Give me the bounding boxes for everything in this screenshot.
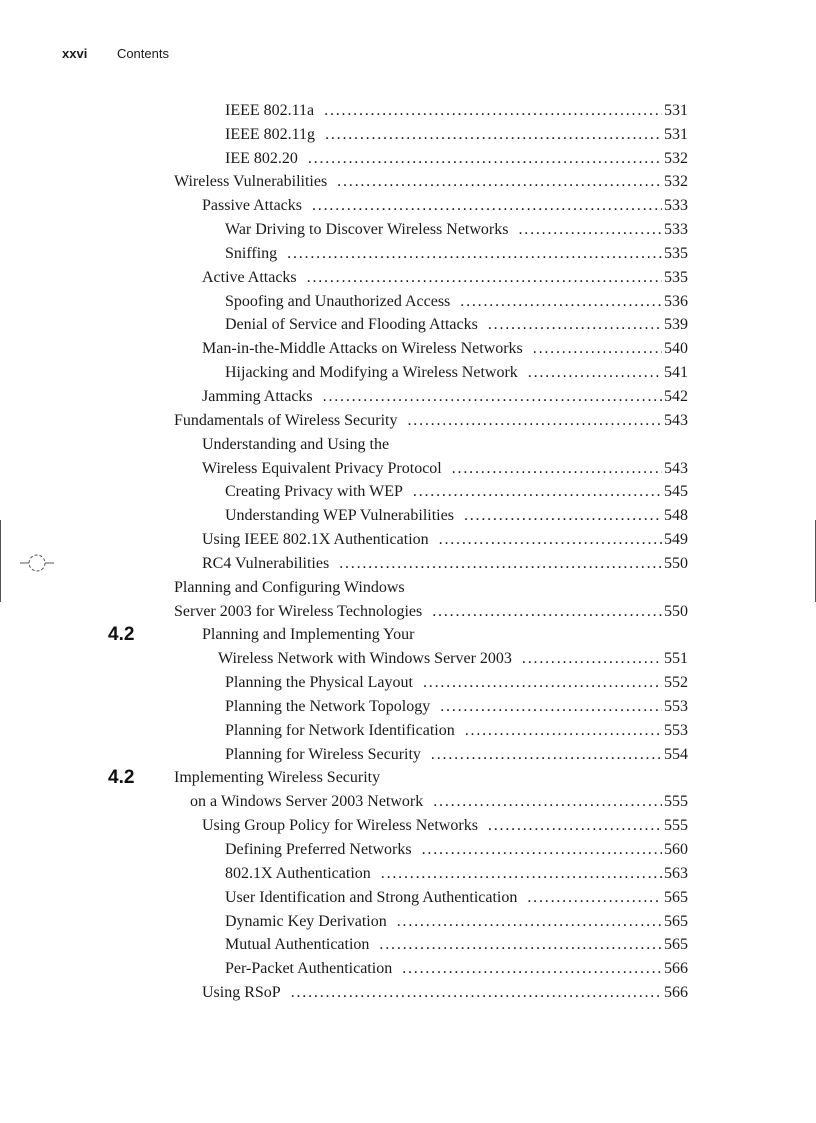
toc-entry [0, 716, 816, 740]
toc-entry [0, 168, 816, 192]
toc-entry-page: 552 [664, 674, 688, 692]
dot-leader [407, 412, 662, 430]
toc-entry-page: 548 [664, 507, 688, 525]
dot-leader [464, 507, 662, 525]
header-title: Contents [116, 46, 169, 61]
toc-entry-title: Spoofing and Unauthorized Access [225, 292, 451, 310]
toc-entry [0, 859, 816, 883]
running-header [62, 46, 169, 61]
toc-entry-page: 531 [664, 125, 688, 143]
dot-leader [307, 269, 662, 287]
table-of-contents [0, 96, 816, 1002]
dot-leader [460, 293, 662, 311]
toc-entry [0, 931, 816, 955]
objective-marker: 4.2 [108, 767, 135, 789]
toc-entry [0, 907, 816, 931]
dot-leader [423, 674, 662, 692]
toc-entry-title: Using Group Policy for Wireless Networks [202, 817, 478, 835]
toc-entry-title: Using IEEE 802.1X Authentication [202, 531, 429, 549]
dot-leader [287, 245, 662, 263]
dot-leader [488, 817, 662, 835]
dot-leader [433, 793, 662, 811]
toc-entry [0, 978, 816, 1002]
toc-entry-title: Implementing Wireless Security [174, 769, 381, 787]
toc-entry-title: User Identification and Strong Authentication [225, 888, 518, 906]
toc-entry [0, 811, 816, 835]
toc-entry [0, 787, 816, 811]
toc-entry-page: 553 [664, 721, 688, 739]
dot-leader [439, 531, 662, 549]
toc-entry-title: Creating Privacy with WEP [225, 483, 403, 501]
registration-mark-icon [20, 549, 54, 577]
toc-entry [0, 215, 816, 239]
toc-entry-title: Denial of Service and Flooding Attacks [225, 316, 478, 334]
toc-entry-page: 542 [664, 387, 688, 405]
toc-entry-page: 531 [664, 101, 688, 119]
toc-entry [0, 621, 816, 645]
toc-entry-title: Planning and Implementing Your [202, 626, 415, 644]
toc-entry [0, 954, 816, 978]
dot-leader [518, 221, 662, 239]
toc-entry-title: Hijacking and Modifying a Wireless Network [225, 364, 518, 382]
toc-entry-page: 532 [664, 173, 688, 191]
dot-leader [324, 102, 662, 120]
dot-leader [308, 150, 662, 168]
toc-entry-page: 532 [664, 149, 688, 167]
toc-entry-title: Using RSoP [202, 984, 281, 1002]
toc-entry-page: 554 [664, 745, 688, 763]
toc-entry [0, 883, 816, 907]
toc-entry-title: Per-Packet Authentication [225, 960, 393, 978]
toc-entry-title: Defining Preferred Networks [225, 841, 412, 858]
toc-entry-title: Passive Attacks [202, 197, 302, 215]
objective-marker: 4.2 [108, 624, 135, 646]
toc-entry [0, 454, 816, 478]
toc-entry [0, 406, 816, 430]
toc-entry [0, 764, 816, 788]
toc-entry-title: War Driving to Discover Wireless Networks [225, 221, 509, 239]
dot-leader [402, 960, 662, 978]
dot-leader [528, 364, 662, 382]
toc-entry-page: 535 [664, 268, 688, 286]
toc-entry-title: Jamming Attacks [202, 387, 313, 405]
toc-entry-title: Wireless Network with Windows Server 2003 [218, 650, 512, 668]
toc-entry-title: RC4 Vulnerabilities [202, 554, 330, 572]
toc-entry [0, 549, 816, 573]
toc-entry-page: 533 [664, 197, 688, 215]
dot-leader [397, 913, 662, 931]
dot-leader [379, 936, 662, 954]
toc-entry-title: Man-in-the-Middle Attacks on Wireless Networks [202, 340, 523, 358]
toc-entry-title: Fundamentals of Wireless Security [174, 411, 398, 429]
toc-entry [0, 692, 816, 716]
toc-entry [0, 573, 816, 597]
dot-leader [465, 722, 662, 740]
toc-entry-title: Mutual Authentication [225, 936, 370, 954]
toc-entry [0, 191, 816, 215]
toc-entry [0, 287, 816, 311]
dot-leader [432, 603, 662, 621]
toc-entry-title: Wireless Equivalent Privacy Protocol [202, 459, 442, 477]
toc-entry [0, 239, 816, 263]
page-number: xxvi [62, 46, 88, 61]
toc-entry [0, 311, 816, 335]
toc-entry [0, 835, 816, 859]
toc-entry-title: 802.1X Authentication [225, 864, 371, 882]
toc-entry-title: Understanding WEP Vulnerabilities [225, 507, 454, 525]
toc-entry [0, 144, 816, 168]
toc-entry-page: 550 [664, 554, 688, 572]
toc-entry [0, 501, 816, 525]
crop-mark-left [0, 520, 1, 602]
toc-entry-page: 560 [664, 841, 688, 858]
dot-leader [522, 650, 662, 668]
dot-leader [527, 889, 662, 907]
toc-entry-title: Dynamic Key Derivation [225, 912, 387, 930]
dot-leader [325, 126, 662, 144]
toc-entry-title: Active Attacks [202, 268, 297, 286]
toc-entry-title: Server 2003 for Wireless Technologies [174, 602, 423, 620]
toc-entry [0, 263, 816, 287]
dot-leader [431, 746, 662, 764]
toc-entry [0, 644, 816, 668]
toc-entry-page: 539 [664, 316, 688, 334]
toc-entry-page: 545 [664, 483, 688, 501]
toc-entry-page: 555 [664, 793, 688, 811]
dot-leader [452, 460, 662, 478]
dot-leader [381, 865, 662, 883]
toc-entry [0, 382, 816, 406]
toc-entry [0, 668, 816, 692]
dot-leader [488, 316, 662, 334]
toc-entry [0, 358, 816, 382]
dot-leader [422, 841, 662, 859]
toc-entry [0, 334, 816, 358]
toc-entry-title: IEEE 802.11g [225, 125, 316, 143]
dot-leader [291, 984, 662, 1002]
toc-entry-page: 566 [664, 960, 688, 978]
toc-entry-title: Sniffing [225, 244, 278, 262]
toc-entry-title: Understanding and Using the [202, 435, 390, 453]
toc-entry-page: 540 [664, 340, 688, 358]
toc-entry [0, 597, 816, 621]
toc-entry-page: 543 [664, 411, 688, 429]
toc-entry-title: on a Windows Server 2003 Network [190, 793, 424, 811]
toc-entry-title: Planning for Network Identification [225, 721, 455, 739]
toc-entry [0, 525, 816, 549]
toc-entry-page: 549 [664, 531, 688, 549]
toc-entry-title: Planning for Wireless Security [225, 745, 421, 763]
toc-entry-title: IEE 802.20 [225, 149, 298, 167]
toc-entry [0, 740, 816, 764]
dot-leader [337, 173, 662, 191]
dot-leader [312, 197, 662, 215]
toc-entry-title: Wireless Vulnerabilities [174, 173, 328, 191]
dot-leader [413, 483, 662, 501]
toc-entry-page: 533 [664, 221, 688, 239]
dot-leader [323, 388, 662, 406]
toc-entry-page: 551 [664, 650, 688, 668]
toc-entry-page: 553 [664, 697, 688, 715]
toc-entry-title: Planning and Configuring Windows [174, 578, 405, 596]
toc-entry-page: 566 [664, 984, 688, 1002]
toc-entry-page: 536 [664, 292, 688, 310]
toc-entry [0, 96, 816, 120]
toc-entry-page: 543 [664, 459, 688, 477]
toc-entry-page: 565 [664, 888, 688, 906]
toc-entry-page: 563 [664, 864, 688, 882]
toc-entry-title: IEEE 802.11a [225, 101, 315, 119]
toc-entry-page: 565 [664, 936, 688, 954]
toc-entry-page: 541 [664, 364, 688, 382]
toc-entry [0, 478, 816, 502]
toc-entry [0, 430, 816, 454]
toc-entry-page: 535 [664, 244, 688, 262]
toc-entry [0, 120, 816, 144]
toc-entry-page: 565 [664, 912, 688, 930]
dot-leader [339, 555, 662, 573]
dot-leader [440, 698, 662, 716]
toc-entry-page: 555 [664, 817, 688, 835]
toc-entry-title: Planning the Network Topology [225, 697, 431, 715]
toc-entry-page: 550 [664, 602, 688, 620]
toc-entry-title: Planning the Physical Layout [225, 674, 413, 692]
dot-leader [533, 340, 662, 358]
